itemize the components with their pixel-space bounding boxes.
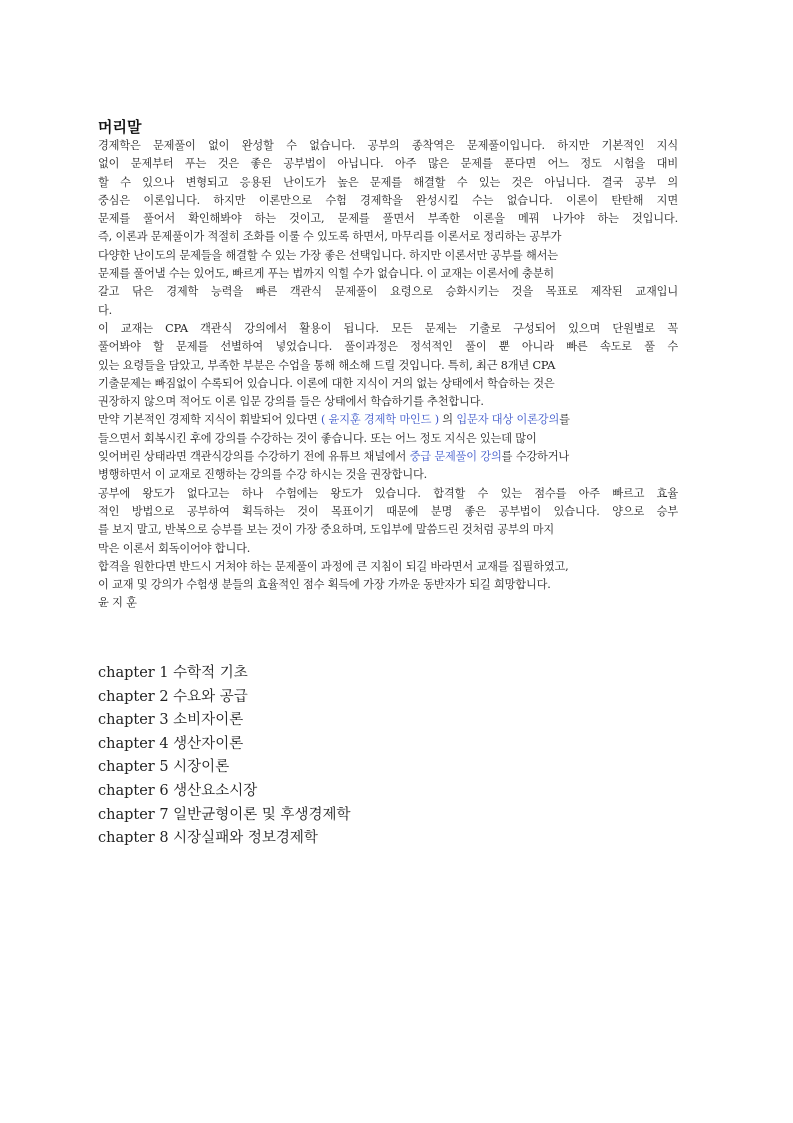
chapter-item: chapter 2 수요와 공급 xyxy=(98,688,248,705)
preface-line: 중심은 이론입니다. 하지만 이론만으로 수험 경제학을 완성시킬 수는 없습니다. 이론이 탄탄해 지면 xyxy=(98,193,678,207)
preface-line: 들으면서 회복시킨 후에 강의를 수강하는 것이 좋습니다. 또는 어느 정도 지식은 있는데 많이 xyxy=(98,431,537,445)
intro-lecture-link[interactable]: 입문자 대상 이론강의 xyxy=(456,413,560,427)
text-span: 의 xyxy=(438,413,457,427)
chapter-item: chapter 3 소비자이론 xyxy=(98,712,244,729)
chapter-item: chapter 7 일반균형이론 및 후생경제학 xyxy=(98,806,351,823)
preface-line: 문제를 풀어서 확인해봐야 하는 것이고, 문제를 풀면서 부족한 이론을 메꿔 나가야 하는 것입니다. xyxy=(98,212,678,226)
chapter-item: chapter 8 시장실패와 정보경제학 xyxy=(98,830,318,847)
preface-line: 를 보지 말고, 반복으로 승부를 보는 것이 가장 중요하며, 도입부에 말씀드린 것처럼 공부의 마지 xyxy=(98,523,555,537)
youtube-line xyxy=(98,448,678,466)
preface-line: 없이 문제부터 푸는 것은 좋은 공부법이 아닙니다. 아주 많은 문제를 푼다면 어느 정도 시험을 대비 xyxy=(98,157,678,171)
mind-channel-line xyxy=(98,411,678,429)
preface-line: 문제를 풀어낼 수는 있어도, 빠르게 푸는 법까지 익힐 수가 없습니다. 이 교재는 이론서에 충분히 xyxy=(98,267,555,281)
chapter-item: chapter 6 생산요소시장 xyxy=(98,782,258,799)
preface-line: 막은 이론서 회독이어야 합니다. xyxy=(98,541,251,555)
text-span: 를 xyxy=(559,413,570,427)
preface-line: 합격을 원한다면 반드시 거쳐야 하는 문제풀이 과정에 큰 지침이 되길 바라면서 교재를 집필하였고, xyxy=(98,559,569,573)
chapter-item: chapter 1 수학적 기초 xyxy=(98,665,248,681)
preface-body xyxy=(98,137,678,613)
intermediate-lecture-link[interactable]: 중급 문제풀이 강의 xyxy=(409,450,502,464)
preface-line: 기출문제는 빠짐없이 수록되어 있습니다. 이론에 대한 지식이 거의 없는 상태에서 학습하는 것은 xyxy=(98,376,555,390)
preface-line: 윤 지 훈 xyxy=(98,596,137,610)
preface-line: 풀어봐야 할 문제를 선별하여 넣었습니다. 풀이과정은 정석적인 풀이 뿐 아니라 빠른 속도로 풀 수 xyxy=(98,340,678,354)
preface-line: 공부에 왕도가 없다고는 하나 수험에는 왕도가 있습니다. 합격할 수 있는 점수를 아주 빠르고 효율 xyxy=(98,486,678,500)
preface-line: 다양한 난이도의 문제들을 해결할 수 있는 가장 좋은 선택입니다. 하지만 이론서만 공부를 해서는 xyxy=(98,248,558,262)
chapter-list xyxy=(98,662,350,851)
mind-channel-link[interactable]: ( 윤지훈 경제학 마인드 ) xyxy=(320,413,439,427)
preface-line: 이 교재는 CPA 객관식 강의에서 활용이 됩니다. 모든 문제는 기출로 구성되어 있으며 단원별로 꼭 xyxy=(98,321,678,335)
preface-line: 경제학은 문제풀이 없이 완성할 수 없습니다. 공부의 종착역은 문제풀이입니다. 하지만 기본적인 지식 xyxy=(98,139,678,152)
preface-line: 적인 방법으로 공부하여 획득하는 것이 목표이기 때문에 분명 좋은 공부법이 있습니다. 양으로 승부 xyxy=(98,504,678,518)
preface-line: 다. xyxy=(98,303,113,317)
preface-line: 있는 요령들을 담았고, 부족한 부분은 수업을 통해 해소해 드릴 것입니다. 특히, 최근 8개년 CPA xyxy=(98,358,556,372)
preface-line: 권장하지 않으며 적어도 이론 입문 강의를 들은 상태에서 학습하기를 추천합니다. xyxy=(98,395,484,409)
chapter-item: chapter 5 시장이론 xyxy=(98,759,230,776)
preface-line: 병행하면서 이 교재로 진행하는 강의를 수강 하시는 것을 권장합니다. xyxy=(98,468,428,482)
text-span: 잊어버린 상태라면 객관식강의를 수강하기 전에 유튜브 채널에서 xyxy=(98,450,410,464)
preface-title: 머리말 xyxy=(98,118,142,136)
preface-line: 이 교재 및 강의가 수험생 분들의 효율적인 점수 획득에 가장 가까운 동반자가 되길 희망합니다. xyxy=(98,578,551,592)
chapter-item: chapter 4 생산자이론 xyxy=(98,735,244,752)
text-span: 를 수강하거나 xyxy=(501,450,570,464)
preface-line: 할 수 있으나 변형되고 응용된 난이도가 높은 문제를 해결할 수 있는 것은 아닙니다. 결국 공부 의 xyxy=(98,175,678,189)
text-span: 만약 기본적인 경제학 지식이 휘발되어 있다면 xyxy=(98,413,321,427)
preface-line: 즉, 이론과 문제풀이가 적절히 조화를 이룰 수 있도록 하면서, 마무리를 이론서로 정리하는 공부가 xyxy=(98,230,562,244)
preface-line: 갈고 닦은 경제학 능력을 빠른 객관식 문제풀이 요령으로 승화시키는 것을 목표로 제작된 교재입니 xyxy=(98,285,678,299)
